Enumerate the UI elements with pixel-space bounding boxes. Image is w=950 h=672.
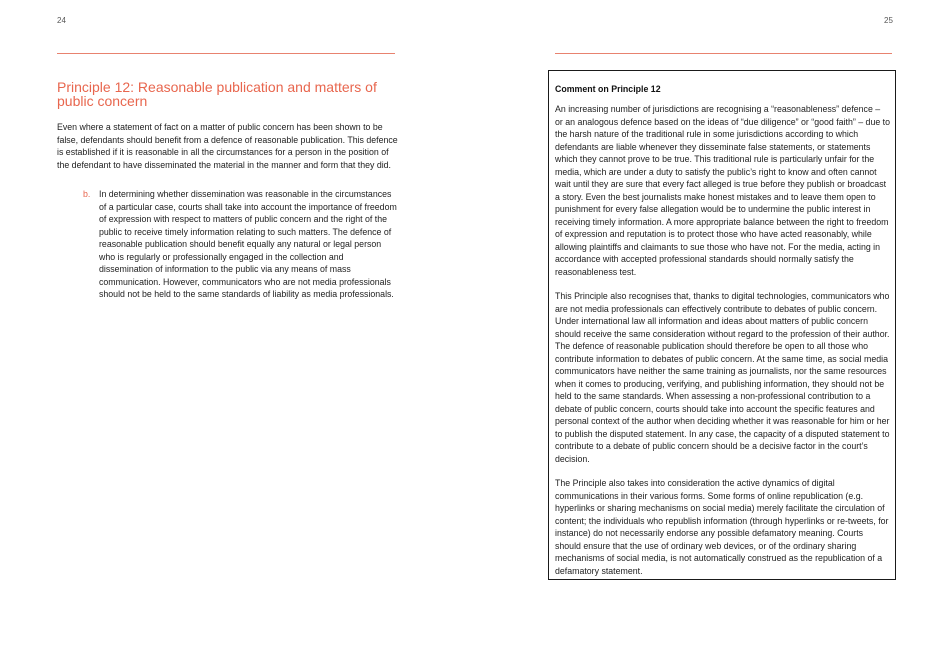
principle-intro: Even where a statement of fact on a matter of public concern has been shown to be false, defendants should benefit from a defence of reasonable publication. This defence is established if it is reasonable in all the circumstances for a person in the position of the defendant to have disseminated the material in the manner and form that they did. bbox=[57, 122, 398, 170]
comment-paragraph: This Principle also recognises that, thanks to digital technologies, communicators who are not media professionals can effectively contribute to debates of public concern. Under international law all information and ideas about matters of public concern should receive the same consideration without regard to the profession of their author. The defence of reasonable publication should therefore be open to all those who contribute information to debates of public concern. At the same time, as social media communicators have neither the same training as journalists, nor the same resources when it comes to producing, verifying, and publishing information, they should not be held to the same standards. When assessing a non-professional contribution to a debate of public concern, courts should take into account the specific features and personal context of the author when deciding whether it was reasonable for him or her to publish the disputed statement. In any case, the capacity of a disputed statement to contribute to a debate of public concern should be a decisive factor in the court’s decision. bbox=[555, 291, 890, 464]
header-rule-left bbox=[57, 53, 395, 54]
principle-heading: Principle 12: Reasonable publication and matters of public concern bbox=[57, 79, 377, 109]
comment-box bbox=[548, 70, 896, 580]
header-rule-right bbox=[555, 53, 892, 54]
list-marker: b. bbox=[83, 189, 91, 199]
list-item bbox=[83, 188, 398, 301]
comment-title: Comment on Principle 12 bbox=[555, 84, 661, 94]
comment-paragraph: The Principle also takes into consideration the active dynamics of digital communications in their various forms. Some forms of online republication (e.g. hyperlinks or sharing mechanisms on social media) merely facilitate the circulation of content; the individuals who republish information (through hyperlinks or re-tweets, for instance) do not necessarily endorse any possible defamatory meaning. Courts should ensure that the use of ordinary web devices, or of the ordinary sharing mechanisms of social media, is not automatically construed as the republication of a defamatory statement. bbox=[555, 478, 889, 576]
list-item-text: In determining whether dissemination was reasonable in the circumstances of a particular case, courts shall take into account the importance of freedom of expression with respect to matters of public concern and the right of the public to receive timely information relating to such matters. The defence of reasonable publication should benefit equally any natural or legal person who is regularly or professionally engaged in the collection and dissemination of information to the public via any means of mass communication. However, communicators who are not media professionals should not be held to the same standards of liability as media professionals. bbox=[99, 189, 397, 299]
comment-paragraph: An increasing number of jurisdictions are recognising a “reasonableness” defence – or an analogous defence based on the ideas of “due diligence” or “good faith” – due to the harsh nature of the traditional rule in some jurisdictions according to which defendants are liable whenever they disseminate false statements, or statements which they cannot prove to be true. This traditional rule is particularly unfair for the media, which are under a duty to satisfy the public’s right to know and often cannot wait until they are sure that every fact alleged is true before they publish or broadcast a story. Even the best journalists make honest mistakes and to leave them open to punishment for every false allegation would be to undermine the public interest in receiving timely information. A more appropriate balance between the right to freedom of expression and reputation is to protect those who have acted reasonably, while allowing plaintiffs and claimants to sue those who have not. For the media, acting in accordance with accepted professional standards should normally satisfy the reasonableness test. bbox=[555, 104, 891, 277]
page-number-right: 25 bbox=[884, 16, 893, 25]
page-number-left: 24 bbox=[57, 16, 66, 25]
